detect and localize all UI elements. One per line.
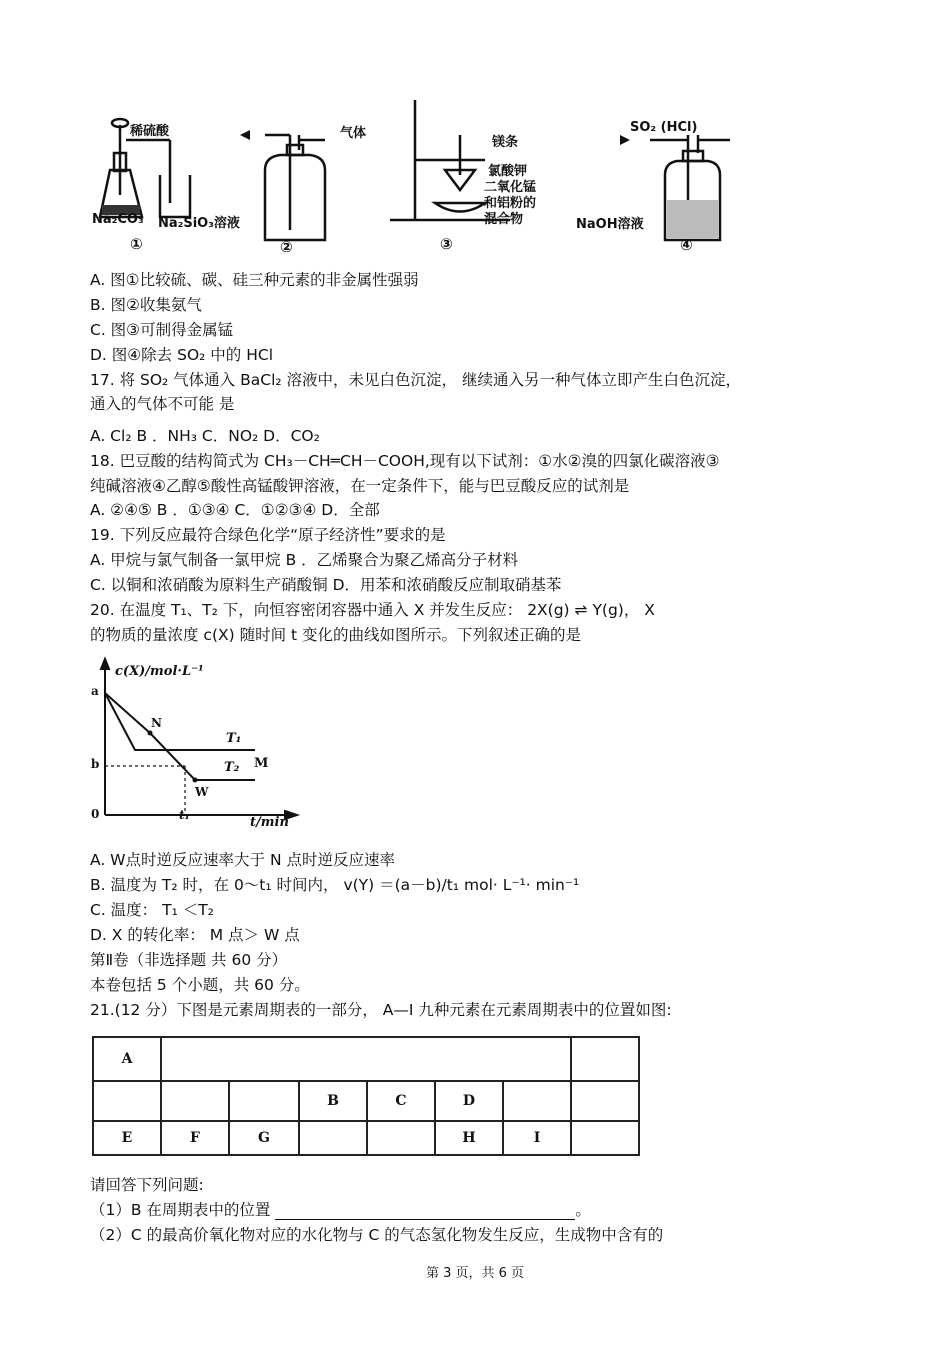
fig2-gas-label: 气体 xyxy=(340,126,367,141)
cell-row2-2 xyxy=(160,1080,230,1122)
q18-stem-line1: 18. 巴豆酸的结构简式为 CH₃－CH═CH－COOH,现有以下试剂：①水②溴的四氯化碳溶液③ xyxy=(90,452,720,470)
cell-row2-3 xyxy=(228,1080,300,1122)
cell-B: B xyxy=(298,1080,368,1122)
q20-stem-line1: 20. 在温度 T₁、T₂ 下，向恒容密闭容器中通入 X 并发生反应： 2X(g) ⇌ Y(g)， X xyxy=(90,601,655,619)
graph-a-label: a xyxy=(91,684,99,698)
fig1-number: ① xyxy=(130,235,143,253)
q17-options: A. Cl₂ B ．NH₃ C．NO₂ D．CO₂ xyxy=(90,427,320,445)
q17-stem-line2: 通入的气体不可能 是 xyxy=(90,395,235,413)
q20-option-b: B. 温度为 T₂ 时，在 0～t₁ 时间内， v(Y) ＝(a－b)/t₁ mol· L⁻¹· min⁻¹ xyxy=(90,876,580,894)
graph-m-label: M xyxy=(254,756,269,771)
fig3-label-al: 和铝粉的 xyxy=(484,196,537,211)
q19-options-ab: A. 甲烷与氯气制备一氯甲烷 B ．乙烯聚合为聚乙烯高分子材料 xyxy=(90,551,519,569)
q17-stem-line1: 17. 将 SO₂ 气体通入 BaCl₂ 溶液中，未见白色沉淀， 继续通入另一种气体立即产生白色沉淀， xyxy=(90,371,741,389)
fig3-label-mno2: 二氧化锰 xyxy=(484,180,537,195)
cell-row3-5 xyxy=(366,1120,436,1156)
q20-option-a: A. W点时逆反应速率大于 N 点时逆反应速率 xyxy=(90,851,395,869)
q19-options-cd: C. 以铜和浓硝酸为原料生产硝酸铜 D．用苯和浓硝酸反应制取硝基苯 xyxy=(90,576,562,594)
graph-origin-label: 0 xyxy=(91,807,100,821)
cell-group-18-row1 xyxy=(570,1036,640,1082)
fig2-number: ② xyxy=(280,238,293,256)
fig3-label-mixture: 混合物 xyxy=(484,212,524,227)
q18-options: A. ②④⑤ B ．①③④ C．①②③④ D．全部 xyxy=(90,501,380,519)
q21-sub1-answer-blank[interactable] xyxy=(275,1204,575,1220)
graph-x-label: t/min xyxy=(250,815,289,830)
cell-row3-4 xyxy=(298,1120,368,1156)
q20-option-c: C. 温度： T₁ ＜T₂ xyxy=(90,901,214,919)
graph-t2-curve-label: T₂ xyxy=(224,760,240,775)
fig1-flask-label: Na₂CO₃ xyxy=(92,212,144,227)
q18-stem-line2: 纯碱溶液④乙醇⑤酸性高锰酸钾溶液，在一定条件下，能与巴豆酸反应的试剂是 xyxy=(90,477,630,495)
graph-t1-tick-label: t₁ xyxy=(179,808,190,822)
fig1-acid-label: 稀硫酸 xyxy=(130,124,170,139)
page-footer: 第 3 页，共 6 页 xyxy=(425,1266,525,1281)
q20-stem-line2: 的物质的量浓度 c(X) 随时间 t 变化的曲线如图所示。下列叙述正确的是 xyxy=(90,626,582,644)
fig1-beaker-label: Na₂SiO₃溶液 xyxy=(158,216,240,231)
graph-n-label: N xyxy=(151,716,162,730)
fig3-label-mg: 镁条 xyxy=(492,135,519,150)
q16-option-a: A. 图①比较硫、碳、硅三种元素的非金属性强弱 xyxy=(90,271,419,289)
q20-concentration-graph xyxy=(85,655,315,840)
q19-stem: 19. 下列反应最符合绿色化学“原子经济性”要求的是 xyxy=(90,526,446,544)
cell-H: H xyxy=(434,1120,504,1156)
graph-y-label: c(X)/mol·L⁻¹ xyxy=(115,664,204,679)
cell-F: F xyxy=(160,1120,230,1156)
cell-I: I xyxy=(502,1120,572,1156)
part2-title: 第Ⅱ卷（非选择题 共 60 分） xyxy=(90,951,288,969)
fig4-naoh-label: NaOH溶液 xyxy=(576,217,644,232)
cell-A: A xyxy=(92,1036,162,1082)
cell-E: E xyxy=(92,1120,162,1156)
fig4-number: ④ xyxy=(680,236,693,254)
graph-b-label: b xyxy=(91,757,100,771)
q16-option-c: C. 图③可制得金属锰 xyxy=(90,321,234,339)
graph-w-label: W xyxy=(195,785,209,799)
cell-row2-7 xyxy=(502,1080,572,1122)
q21-sub1-text: （1）B 在周期表中的位置 xyxy=(90,1201,271,1219)
cell-row2-1 xyxy=(92,1080,162,1122)
q16-option-b: B. 图②收集氨气 xyxy=(90,296,202,314)
q21-prompt: 请回答下列问题: xyxy=(90,1176,204,1194)
q21-sub1 xyxy=(90,1200,591,1220)
table-top-rule xyxy=(160,1036,572,1038)
fig4-gas-label: SO₂ (HCl) xyxy=(630,120,698,135)
fig3-label-kclo3: 氯酸钾 xyxy=(488,164,528,179)
cell-row2-8 xyxy=(570,1080,640,1122)
cell-D: D xyxy=(434,1080,504,1122)
cell-C: C xyxy=(366,1080,436,1122)
part2-description: 本卷包括 5 个小题，共 60 分。 xyxy=(90,976,310,994)
cell-G: G xyxy=(228,1120,300,1156)
q16-option-d: D. 图④除去 SO₂ 中的 HCl xyxy=(90,346,274,364)
q21-stem: 21.(12 分）下图是元素周期表的一部分， A—I 九种元素在元素周期表中的位置如图: xyxy=(90,1001,672,1019)
q21-sub2: （2）C 的最高价氧化物对应的水化物与 C 的气态氢化物发生反应，生成物中含有的 xyxy=(90,1226,664,1244)
fig3-number: ③ xyxy=(440,235,453,253)
q20-option-d: D. X 的转化率： M 点＞ W 点 xyxy=(90,926,300,944)
cell-row3-8 xyxy=(570,1120,640,1156)
graph-t1-curve-label: T₁ xyxy=(226,731,242,746)
q21-sub1-end: 。 xyxy=(575,1201,591,1219)
